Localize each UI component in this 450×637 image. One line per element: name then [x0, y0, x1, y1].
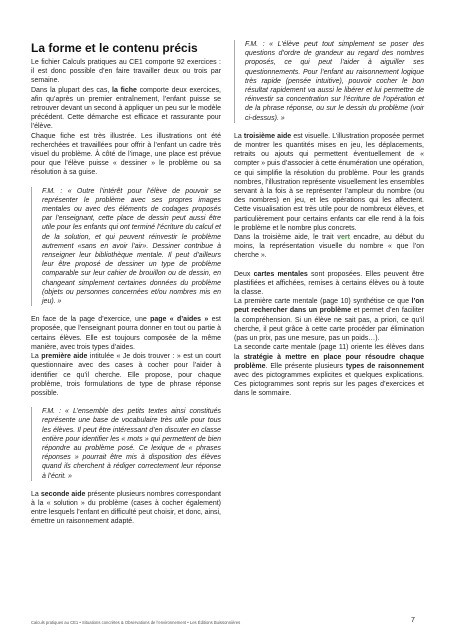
paragraph-cartes-mentales: Deux cartes mentales sont proposées. Elles peuvent être plastifiées et affichées, remises à certains élèves ou à toute la classe.	[234, 270, 425, 297]
right-column	[234, 40, 424, 399]
quote-vocabulaire: F.M. : « L’ensemble des petits textes ainsi constitués représente une base de vocabulaire très utile pour tous les élèves. Il peut être intéressant d’en discuter en classe entière pour identifier les « mots » qui permettent de bien répondre au problème posé. Ce lexique de « phrases réponses » pourrait être mis à disposition des élèves quand ils cherchent à rédiger correctement leur réponse à l’écrit. »	[31, 407, 221, 481]
paragraph-illustrations: Chaque fiche est très illustrée. Les illustrations ont été recherchées et travaillées pour offrir à l’enfant un cadre très visuel du problème. À côté de l’image, une place est prévue pour que l’élève puisse « dessiner » le problème ou sa résolution à sa guise.	[31, 132, 221, 177]
paragraph-seconde-carte: La seconde carte mentale (page 11) oriente les élèves dans la stratégie à mettre en place pour résoudre chaque problème. Elle présente plusieurs types de raisonnement avec des pictogrammes explicites et quelques explications. Ces pictogrammes sont repris sur les pages d’exercices et dans le sommaire.	[234, 344, 424, 398]
paragraph-premiere-carte: La première carte mentale (page 10) synthétise ce que l’on peut rechercher dans un problème et permet d’en faciliter la compréhension. Si un élève ne sait pas, a priori, ce qu’il cherche, il peut grâce à cette carte procéder par élimination (pas un prix, pas une mesure, pas un poids…).	[234, 298, 424, 343]
paragraph-trait-vert: Dans la troisième aide, le trait vert encadre, au début du moins, la représentation visuelle du nombre « que l’on cherche ».	[234, 234, 424, 260]
paragraph-intro: Le fichier Calculs pratiques au CE1 comporte 92 exercices : il est donc possible d’en faire travailler deux ou trois par semaine.	[31, 59, 221, 85]
paragraph-troisieme-aide: La troisième aide est visuelle. L’illustration proposée permet de montrer les quantités mises en jeu, les déplacements, retraits ou ajouts qui permettent éventuellement de « compter » puis d’associer à cette énumération une opération, ce qui simplifie la résolution du problème. Pour les grands nombres, l’illustration représente visuellement les ensembles servant à la fois à se représenter l’ampleur du nombre (ou des nombres) en jeu, et les opérations qui les affectent. Cette visualisation est très utile pour de nombreux élèves, et particulièrement pour certains enfants car elle rend à la fois le problème et le nombre plus concrets.	[234, 132, 425, 232]
page-number: 7	[411, 617, 415, 624]
left-column	[31, 58, 221, 527]
quote-dessin: F.M. : « Outre l’intérêt pour l’élève de pouvoir se représenter le problème avec ses propres images mentales ou avec des éléments de codages proposés par l’enseignant, cette place de dessin peut aussi être utile pour les enfants qui ont terminé l’écriture du calcul et de la solution, et qui peuvent réinvestir le problème autrement «sans en avoir l’air». Dessiner contribue à renseigner leur bibliothèque mentale. Il peut d’ailleurs leur être proposé de dessiner un type de problème comparable sur leur cahier de brouillon ou de dessin, en changeant simplement certaines données du problème (objets ou personnes concernées et/ou nombres mis en jeu). »	[31, 187, 221, 307]
paragraph-page-aides: En face de la page d’exercice, une page « d’aides » est proposée, que l’enseignant pourra donner en tout ou partie à certains élèves. Elle est toujours composée de la même manière, avec trois types d’aides.	[31, 316, 221, 351]
paragraph-premiere-aide: La première aide intitulée « Je dois trouver : » est un court questionnaire avec des cases à cocher pour l’aider à identifier ce qu’il cherche. Elle propose, pour chaque problème, trois formulations de type de phrase réponse possible.	[31, 353, 222, 397]
page-heading: La forme et le contenu précis	[31, 41, 198, 55]
page-footer: Calculs pratiques au CE1 • Situations concrètes & Observations de l’environnement • Les Éditions Buissonnières	[31, 620, 241, 625]
quote-ordre-grandeur: F.M. : « L’élève peut tout simplement se poser des questions d’ordre de grandeur au regard des nombres proposés, ce qui peut l’aider à aiguiller ses questionnements. Pour l’enfant au raisonnement logique très rapide (pensée intuitive), pouvoir cocher le bon résultat rapidement va aussi le libérer et lui permettre de réinvestir sa concentration sur l’écriture de l’opération et de la phrase réponse, ou sur le dessin du problème (voir ci-dessus). »	[234, 40, 424, 123]
paragraph-seconde-aide: La seconde aide présente plusieurs nombres correspondant à la « solution » du problème (cases à cocher également) entre lesquels l’enfant en difficulté peut choisir, et donc, ainsi, émettre un raisonnement adapté.	[31, 490, 221, 526]
paragraph-fiche: Dans la plupart des cas, la fiche comporte deux exercices, afin qu’après un premier entraînement, l’enfant puisse se retrouver devant un second à appliquer un peu sur le modèle précédent. Cette démarche est efficace et rassurante pour l’élève.	[31, 86, 222, 131]
